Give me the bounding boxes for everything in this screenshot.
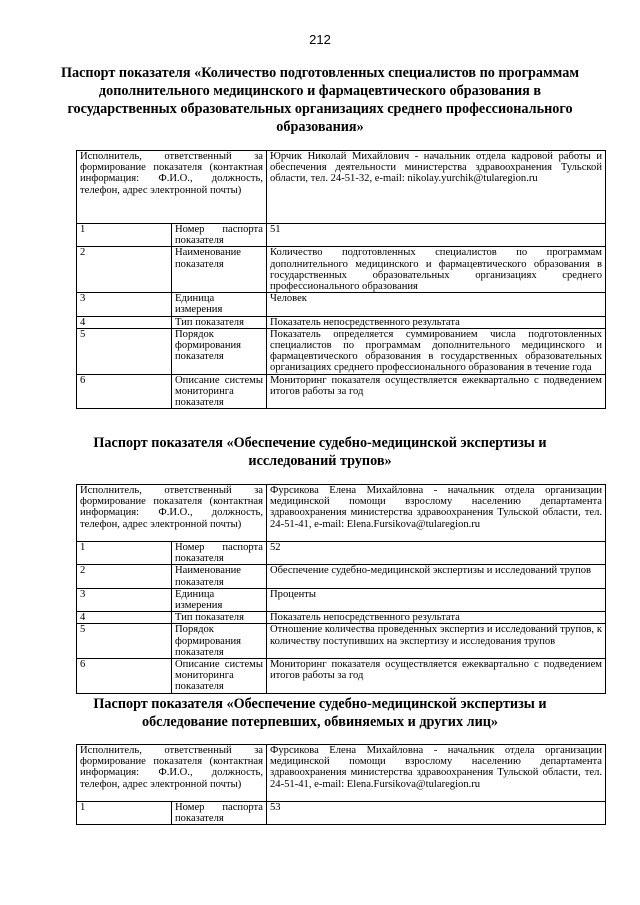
row-number: 1: [77, 802, 172, 825]
executor-label: Исполнитель, ответственный за формирование показателя (контактная информация: Ф.И.О., должность, телефон, адрес электронной почты): [77, 485, 267, 542]
passport-2-table: [76, 484, 606, 694]
row-value: Показатель непосредственного результата: [267, 612, 606, 624]
table-row: [77, 588, 606, 611]
executor-row: [77, 745, 606, 802]
row-number: 4: [77, 612, 172, 624]
row-value: Показатель непосредственного результата: [267, 316, 606, 328]
table-row: [77, 247, 606, 293]
row-value: Количество подготовленных специалистов по программам дополнительного медицинского и фармацевтического образования в государственных образовательных организациях среднего профессионального образования: [267, 247, 606, 293]
row-number: 2: [77, 565, 172, 588]
executor-row: [77, 485, 606, 542]
page-number: 212: [309, 32, 331, 47]
row-number: 5: [77, 328, 172, 374]
row-value: Обеспечение судебно-медицинской экспертизы и исследований трупов: [267, 565, 606, 588]
row-value: 52: [267, 542, 606, 565]
row-label: Наименование показателя: [172, 247, 267, 293]
row-label: Тип показателя: [172, 316, 267, 328]
table-row: [77, 316, 606, 328]
row-label: Номер паспорта показателя: [172, 802, 267, 825]
table-row: [77, 224, 606, 247]
row-value: Человек: [267, 293, 606, 316]
passport-3-table: [76, 744, 606, 825]
executor-value: Фурсикова Елена Михайловна - начальник отдела организации медицинской помощи взрослому населению департамента здравоохранения министерства здравоохранения Тульской области, тел. 24-51-41, e-mail: Elena.Fursikova@tularegion.ru: [267, 485, 606, 542]
row-value: Показатель определяется суммированием числа подготовленных специалистов по программам дополнительного медицинского и фармацевтического образования в государственных образовательных организациях среднего профессионального образования в течение года: [267, 328, 606, 374]
passport-2-title: Паспорт показателя «Обеспечение судебно-медицинской экспертизы и исследований трупов»: [93, 435, 547, 469]
row-label: Тип показателя: [172, 612, 267, 624]
table-row: [77, 659, 606, 694]
executor-label: Исполнитель, ответственный за формирование показателя (контактная информация: Ф.И.О., должность, телефон, адрес электронной почты): [77, 151, 267, 224]
table-row: [77, 802, 606, 825]
row-label: Порядок формирования показателя: [172, 328, 267, 374]
row-label: Единица измерения: [172, 588, 267, 611]
table-row: [77, 624, 606, 659]
row-label: Описание системы мониторинга показателя: [172, 659, 267, 694]
row-number: 2: [77, 247, 172, 293]
row-number: 3: [77, 293, 172, 316]
row-number: 1: [77, 542, 172, 565]
executor-row: [77, 151, 606, 224]
row-label: Порядок формирования показателя: [172, 624, 267, 659]
executor-label: Исполнитель, ответственный за формирование показателя (контактная информация: Ф.И.О., должность, телефон, адрес электронной почты): [77, 745, 267, 802]
row-value: Проценты: [267, 588, 606, 611]
row-number: 1: [77, 224, 172, 247]
passport-1-title: Паспорт показателя «Количество подготовленных специалистов по программам дополнительного медицинского и фармацевтического образования в государственных образовательных организациях среднего профессионального образования»: [60, 65, 579, 135]
passport-3-title: Паспорт показателя «Обеспечение судебно-медицинской экспертизы и обследование потерпевших, обвиняемых и других лиц»: [93, 696, 547, 730]
row-value: Отношение количества проведенных экспертиз и исследований трупов, к количеству поступивших на экспертизу и исследования трупов: [267, 624, 606, 659]
row-label: Номер паспорта показателя: [172, 542, 267, 565]
row-value: Мониторинг показателя осуществляется ежеквартально с подведением итогов работы за год: [267, 659, 606, 694]
passport-1-table: [76, 150, 606, 409]
row-value: Мониторинг показателя осуществляется ежеквартально с подведением итогов работы за год: [267, 374, 606, 409]
row-number: 3: [77, 588, 172, 611]
row-number: 6: [77, 659, 172, 694]
executor-value: Фурсикова Елена Михайловна - начальник отдела организации медицинской помощи взрослому населению департамента здравоохранения министерства здравоохранения Тульской области, тел. 24-51-41, e-mail: Elena.Fursikova@tularegion.ru: [267, 745, 606, 802]
row-label: Номер паспорта показателя: [172, 224, 267, 247]
row-value: 53: [267, 802, 606, 825]
row-number: 4: [77, 316, 172, 328]
row-number: 5: [77, 624, 172, 659]
row-label: Единица измерения: [172, 293, 267, 316]
table-row: [77, 542, 606, 565]
executor-value: Юрчик Николай Михайлович - начальник отдела кадровой работы и обеспечения деятельности министерства здравоохранения Тульской области, тел. 24-51-32, e-mail: nikolay.yurchik@tularegion.ru: [267, 151, 606, 224]
row-label: Наименование показателя: [172, 565, 267, 588]
table-row: [77, 374, 606, 409]
table-row: [77, 293, 606, 316]
table-row: [77, 328, 606, 374]
row-number: 6: [77, 374, 172, 409]
row-label: Описание системы мониторинга показателя: [172, 374, 267, 409]
table-row: [77, 565, 606, 588]
table-row: [77, 612, 606, 624]
row-value: 51: [267, 224, 606, 247]
